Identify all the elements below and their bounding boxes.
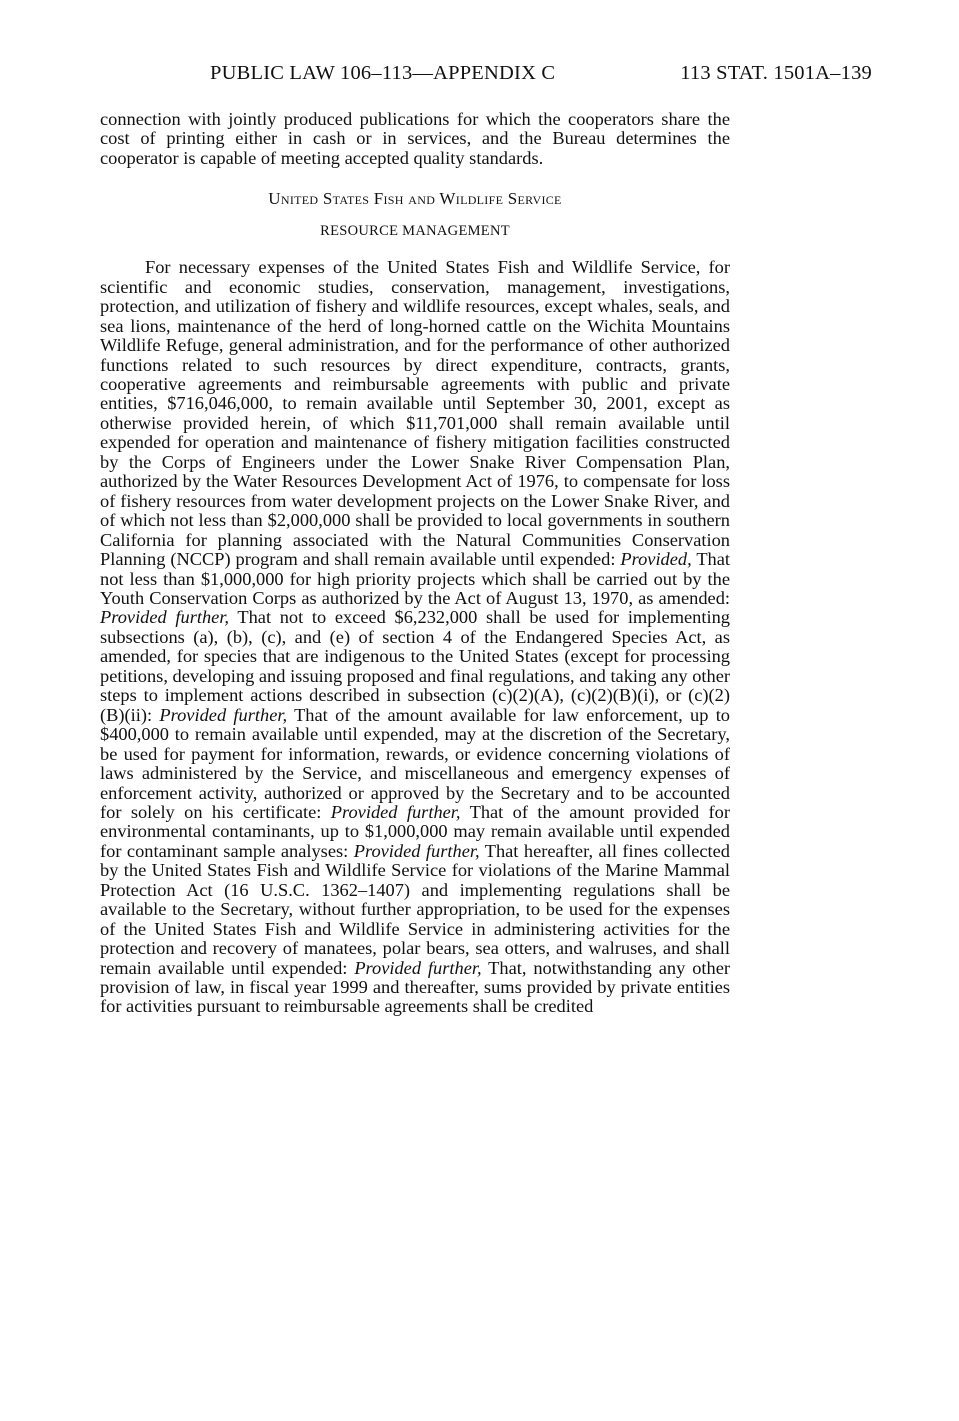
continuation-paragraph: connection with jointly produced publications for which the cooperators share the cost of printing either in cash or in services, and the Bureau determines the cooperator is capable of meeting accepted quality standards. — [100, 109, 730, 168]
proviso-label: Provided further, — [353, 840, 480, 861]
resource-management-paragraph — [100, 258, 730, 1017]
proviso-label: Provided further, — [159, 704, 288, 725]
text-segment: That of the amount available for law enforcement, up to $400,000 to remain available until expended, may at the discretion of the Secretary, be used for payment for information, rewards, or evidence concerning violations of laws administered by the Service, and miscellaneous and emergency expenses of enforcement activity, authorized or approved by the Secretary and to be accounted for solely on his certificate: — [100, 704, 731, 822]
text-segment: That not to exceed $6,232,000 shall be used for implementing subsections (a), (b), (c), and (e) of section 4 of the Endangered Species Act, as amended, for species that are indigenous to the United States (except for processing petitions, developing and issuing proposed and final regulations, and taking any other steps to implement actions described in subsection (c)(2)(A), (c)(2)(B)(i), or (c)(2)(B)(ii): — [100, 607, 730, 725]
proviso-label: Provided, — [620, 549, 692, 570]
public-law-title: PUBLIC LAW 106–113—APPENDIX C — [210, 62, 556, 84]
text-segment: That of the amount provided for environmental contaminants, up to $1,000,000 may remain available until expended for contaminant sample analyses: — [100, 801, 730, 861]
proviso-label: Provided further, — [330, 801, 461, 822]
proviso-label: Provided further, — [354, 957, 482, 978]
running-header — [210, 62, 872, 90]
text-segment: That, notwithstanding any other provision of law, in fiscal year 1999 and thereafter, sums provided by private entities for activities pursuant to reimbursable agreements shall be credited — [100, 957, 730, 1017]
account-heading: RESOURCE MANAGEMENT — [320, 222, 510, 239]
proviso-label: Provided further, — [100, 607, 230, 628]
text-segment: That hereafter, all fines collected by the United States Fish and Wildlife Service for violations of the Marine Mammal Protection Act (16 U.S.C. 1362–1407) and implementing regulations shall be available to the Secretary, without further appropriation, to be used for the expenses of the United States Fish and Wildlife Service in administering activities for the protection and recovery of manatees, polar bears, sea otters, and walruses, and shall remain available until expended: — [100, 840, 730, 978]
text-segment: That not less than $1,000,000 for high priority projects which shall be carried out by the Youth Conservation Corps as authorized by the Act of August 13, 1970, as amended: — [100, 549, 731, 608]
text-segment: For necessary expenses of the United States Fish and Wildlife Service, for scientific and economic studies, conservation, management, investigations, protection, and utilization of fishery and wildlife resources, except whales, seals, and sea lions, maintenance of the herd of long-horned cattle on the Wichita Mountains Wildlife Refuge, general administration, and for the performance of other authorized functions related to such resources by direct expenditure, contracts, grants, cooperative agreements and reimbursable agreements with public and private entities, $716,046,000, to remain available until September 30, 2001, except as otherwise provided herein, of which $11,701,000 shall remain available until expended for operation and maintenance of fishery mitigation facilities constructed by the Corps of Engineers under the Lower Snake River Compensation Plan, authorized by the Water Resources Development Act of 1976, to compensate for loss of fishery resources from water development projects on the Lower Snake River, and of which not less than $2,000,000 shall be provided to local governments in southern California for planning associated with the Natural Communities Conservation Planning (NCCP) program and shall remain available until expended: — [100, 257, 730, 570]
document-body — [100, 110, 730, 1017]
statute-page-number: 113 STAT. 1501A–139 — [680, 62, 872, 84]
agency-heading: United States Fish and Wildlife Service — [268, 189, 562, 209]
